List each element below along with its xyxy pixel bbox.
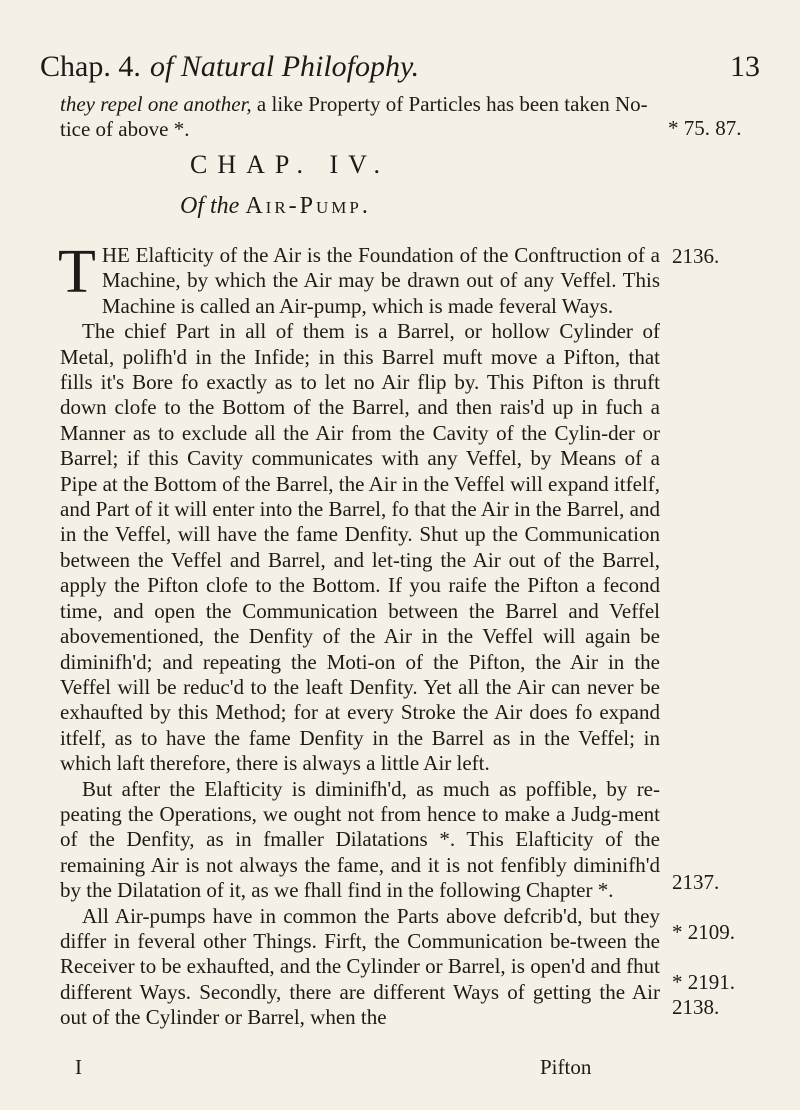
running-header — [40, 50, 760, 90]
margin-ref-2138: 2138. — [672, 995, 720, 1019]
chapter-label: Chap. 4. — [40, 50, 141, 83]
catchword: Pifton — [540, 1055, 592, 1079]
margin-ref-2109: * 2109. — [672, 920, 735, 944]
chapter-subheading — [180, 193, 371, 220]
paragraph-3: But after the Elafticity is diminifh'd, as much as poffible, by re-peating the Operations, we ought not from hence to make a Judg-ment of the Denfity, as in fmaller Dilatations *. This Elafticity of the remaining Air is not always the fame, and it is not fenfibly diminifh'd by the Dilatation of it, as we fhall find in the following Chapter *. — [60, 776, 660, 903]
drop-cap: T — [58, 238, 96, 306]
subheading-the: the — [210, 193, 240, 219]
carryover-italic: they repel one another, — [60, 92, 252, 116]
chapter-heading: CHAP. IV. — [190, 150, 391, 179]
signature-mark: I — [75, 1055, 82, 1079]
body-text — [58, 238, 660, 1031]
margin-ref-top: * 75. 87. — [668, 116, 742, 140]
margin-ref-2136: 2136. — [672, 244, 720, 268]
paragraph-1-text: HE Elafticity of the Air is the Foundation of the Conftruction of a Machine, by which the Air may be drawn out of any Veffel. This Machine is called an Air-pump, which is made feveral Ways. — [101, 243, 660, 318]
margin-ref-2137: 2137. — [672, 870, 720, 894]
carryover-rest: a like Property of Particles has been taken No-tice of above *. — [60, 92, 648, 141]
running-title: of Natural Philofophy. — [150, 50, 420, 83]
margin-ref-2191: * 2191. — [672, 970, 735, 994]
subheading-of: Of — [180, 193, 204, 219]
page-number: 13 — [730, 50, 760, 83]
paragraph-1 — [58, 238, 660, 319]
paragraph-2: The chief Part in all of them is a Barrel, or hollow Cylinder of Metal, polifh'd in the Infide; in this Barrel muft move a Pifton, that fills it's Bore fo exactly as to let no Air flip by. This Pifton is thruft down clofe to the Bottom of the Barrel, and then rais'd up in fuch a Manner as to exclude all the Air from the Cavity of the Cylin-der or Barrel; if this Cavity communicates with any Veffel, by Means of a Pipe at the Bottom of the Barrel, the Air in the Veffel will expand itfelf, and Part of it will enter into the Barrel, fo that the Air in the Barrel, and in the Veffel, will have the fame Denfity. Shut up the Communication between the Veffel and Barrel, and let-ting the Air out of the Barrel, apply the Pifton clofe to the Bottom. If you raife the Pifton a fecond time, and open the Communication between the Barrel and Veffel abovementioned, the Denfity of the Air in the Veffel will again be diminifh'd; and repeating the Moti-on of the Pifton, the Air in the Veffel will be reduc'd to the leaft Denfity. Yet all the Air can never be exhaufted by this Method; for at every Stroke the Air does fo expand itfelf, as to have the fame Denfity in the Barrel as in the Veffel; in which laft therefore, there is always a little Air left. — [60, 319, 660, 776]
subheading-name: Air-Pump. — [245, 193, 371, 219]
carryover-text — [60, 92, 660, 142]
paragraph-4: All Air-pumps have in common the Parts above defcrib'd, but they differ in feveral other Things. Firft, the Communication be-tween the Receiver to be exhaufted, and the Cylinder or Barrel, is open'd and fhut different Ways. Secondly, there are different Ways of getting the Air out of the Cylinder or Barrel, when the — [60, 903, 660, 1030]
